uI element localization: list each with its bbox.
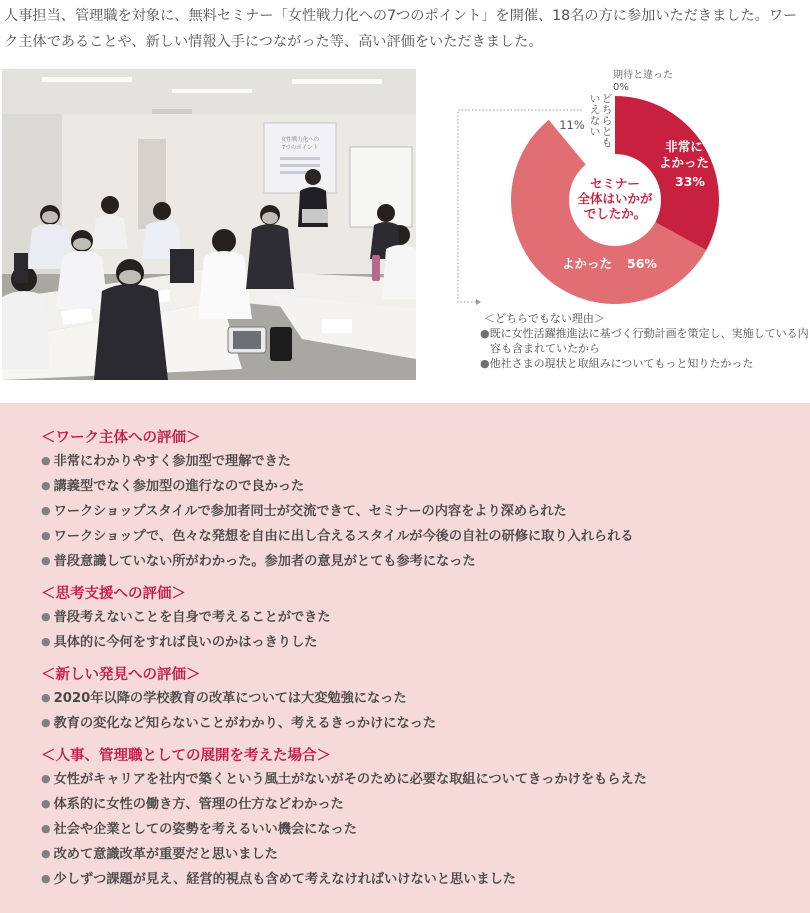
evaluation-item — [41, 449, 801, 474]
bullet-icon: ● — [41, 635, 51, 648]
bullet-icon: ● — [41, 529, 51, 542]
evaluation-item-text: 女性がキャリアを社内で築くという風土がないがそのために必要な取組についてきっかけをもらえた — [53, 772, 647, 787]
evaluation-item — [41, 767, 801, 792]
evaluation-item-text: 普段意識していない所がわかった。参加者の意見がとても参考になった — [53, 554, 476, 569]
evaluation-item — [41, 686, 801, 711]
slice-label-vertical: え — [589, 104, 601, 116]
evaluation-item-text: 具体的に今何をすれば良いのかはっきりした — [53, 635, 318, 650]
center-label: でしたか。 — [583, 206, 647, 221]
reasons-block — [480, 311, 810, 371]
evaluation-item — [41, 711, 801, 736]
bullet-icon: ● — [41, 504, 51, 517]
evaluation-item-text: 教育の変化など知らないことがわかり、考えるきっかけになった — [53, 716, 437, 731]
evaluation-item — [41, 524, 801, 549]
seminar-photo — [2, 69, 416, 380]
evaluation-item-text: ワークショップスタイルで参加者同士が交流できて、セミナーの内容をより深められた — [53, 504, 567, 519]
bullet-icon: ● — [41, 822, 51, 835]
reason-item: ●既に女性活躍推進法に基づく行動計画を策定し、実施している内容も含まれていたから — [480, 327, 809, 355]
evaluation-item-text: 講義型でなく参加型の進行なので良かった — [53, 479, 305, 494]
evaluation-item — [41, 867, 801, 892]
leader-arrow-icon — [476, 299, 481, 305]
seminar-photo-illustration — [2, 69, 416, 380]
bullet-icon: ● — [41, 847, 51, 860]
evaluation-section — [41, 583, 801, 655]
slice-label: 期待と違った — [613, 70, 673, 81]
evaluation-panel — [0, 403, 810, 913]
evaluation-item — [41, 817, 801, 842]
bullet-icon: ● — [41, 691, 51, 704]
slice-label-vertical: ち — [601, 104, 613, 116]
slice-label-vertical: い — [589, 126, 601, 138]
slice-label: 56% — [627, 256, 657, 271]
section-title: ＜人事、管理職としての展開を考えた場合＞ — [41, 748, 331, 764]
slice-label-vertical: な — [589, 115, 601, 127]
evaluation-item — [41, 630, 801, 655]
evaluation-item-text: 改めて意識改革が重要だと思いました — [53, 847, 278, 862]
evaluation-item — [41, 605, 801, 630]
bullet-icon: ● — [41, 797, 51, 810]
reason-item: ●他社さまの現状と取組みについてもっと知りたかった — [480, 357, 754, 370]
slice-label: よかった — [561, 256, 613, 271]
pie-chart — [432, 66, 808, 306]
evaluation-section — [41, 664, 801, 736]
slice-label: よかった — [658, 155, 710, 170]
section-title: ＜思考支援への評価＞ — [41, 586, 186, 602]
screen-text-1: 女性戦力化への — [280, 137, 320, 143]
evaluation-item — [41, 474, 801, 499]
bullet-icon: ● — [41, 772, 51, 785]
satisfaction-chart — [432, 66, 808, 386]
center-label: 全体はいかが — [577, 191, 653, 206]
center-label: セミナー — [589, 176, 641, 191]
slice-label: 0% — [613, 82, 629, 93]
evaluation-item-text: ワークショップで、色々な発想を自由に出し合えるスタイルが今後の自社の研修に取り入れられる — [53, 529, 634, 544]
section-title: ＜新しい発見への評価＞ — [41, 667, 201, 683]
evaluation-item — [41, 549, 801, 574]
slice-label: 11% — [559, 118, 585, 132]
evaluation-section — [41, 745, 801, 892]
bullet-icon: ● — [41, 872, 51, 885]
slice-label: 非常に — [665, 139, 703, 154]
evaluation-item — [41, 842, 801, 867]
reasons-header: ＜どちらでもない理由＞ — [484, 312, 605, 325]
evaluation-item-text: 少しずつ課題が見え、経営的視点も含めて考えなければいけないと思いました — [53, 872, 516, 887]
bullet-icon: ● — [41, 479, 51, 492]
section-title: ＜ワーク主体への評価＞ — [41, 430, 201, 446]
evaluation-item — [41, 792, 801, 817]
intro-text: 人事担当、管理職を対象に、無料セミナー「女性戦力化への7つのポイント」を開催、18名の方に参加いただきました。ワーク主体であることや、新しい情報入手につながった等、高い評価をいただきました。 — [4, 8, 798, 50]
bullet-icon: ● — [41, 554, 51, 567]
screen-text-2: 7つのポイント — [281, 145, 319, 151]
slice-label-vertical: も — [601, 137, 613, 149]
evaluation-item-text: 非常にわかりやすく参加型で理解できた — [53, 454, 291, 469]
evaluation-item-text: 普段考えないことを自身で考えることができた — [53, 610, 331, 625]
bullet-icon: ● — [41, 454, 51, 467]
evaluation-item-text: 2020年以降の学校教育の改革については大変勉強になった — [53, 691, 407, 706]
slice-label-vertical: い — [589, 93, 601, 105]
evaluation-sections — [41, 427, 801, 901]
slice-label: 33% — [675, 174, 705, 189]
evaluation-item — [41, 499, 801, 524]
slice-label-vertical: と — [601, 126, 613, 138]
evaluation-item-text: 体系的に女性の働き方、管理の仕方などわかった — [53, 797, 344, 812]
evaluation-section — [41, 427, 801, 574]
slice-label-vertical: ら — [601, 115, 613, 127]
bullet-icon: ● — [41, 610, 51, 623]
slice-label-vertical: ど — [601, 93, 613, 105]
evaluation-item-text: 社会や企業としての姿勢を考えるいい機会になった — [53, 822, 357, 837]
bullet-icon: ● — [41, 716, 51, 729]
